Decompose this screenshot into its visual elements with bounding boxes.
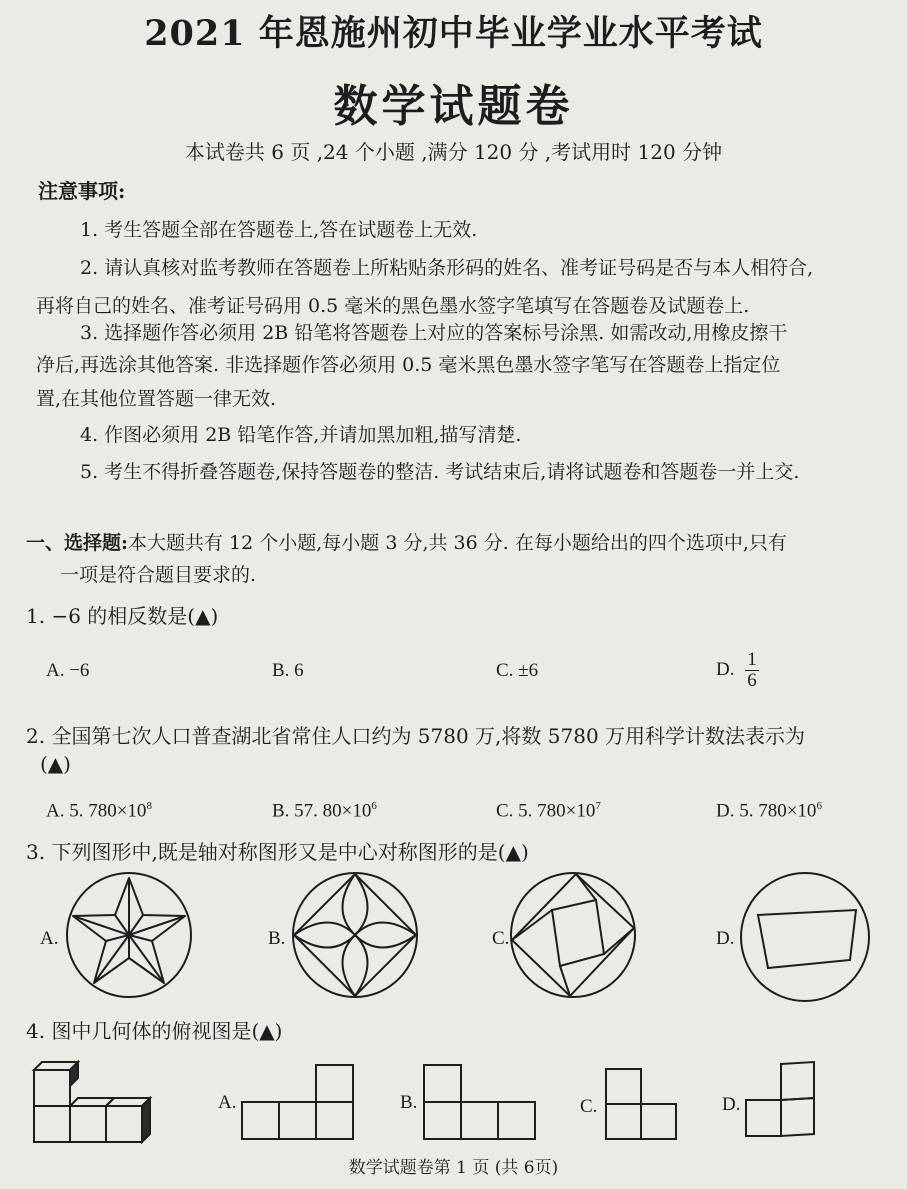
question-1-stem: 1. −6 的相反数是(▲) <box>26 604 219 628</box>
q3-figure-d-parallelogram-in-circle <box>738 870 872 1004</box>
notice-line-1: 1. 考生答题全部在答题卷上,答在试题卷上无效. <box>80 219 478 241</box>
q3-figure-a-star-in-circle <box>64 870 194 1000</box>
q2-option-d: D. 5. $780\times 10^6$ <box>716 800 822 822</box>
q1-option-d-fraction <box>745 650 759 691</box>
q4-option-a-label: A. <box>218 1092 237 1113</box>
q2-option-c: C. 5. $780\times 10^7$ <box>496 800 601 822</box>
q3-option-b-label: B. <box>268 928 286 949</box>
question-2-stem-cont: (▲) <box>40 752 71 776</box>
section-label: 一、选择题: <box>26 532 129 554</box>
q1-option-b: B. 6 <box>272 660 304 681</box>
notice-line-3: 再将自己的姓名、准考证号码用 0.5 毫米的黑色墨水签字笔填写在答题卷及试题卷上. <box>36 295 750 317</box>
q1-option-d <box>716 650 759 691</box>
section-heading <box>26 528 787 555</box>
fraction-numerator: 1 <box>747 649 757 670</box>
exam-title: 2021 年恩施州初中毕业学业水平考试 <box>144 13 763 54</box>
q1-option-c: C. ±6 <box>496 660 539 681</box>
notice-line-7: 4. 作图必须用 2B 铅笔作答,并请加黑加粗,描写清楚. <box>80 424 522 446</box>
q4-option-c-label: C. <box>580 1096 598 1117</box>
notice-heading: 注意事项: <box>38 179 126 203</box>
q1-option-d-label: D. <box>716 658 735 680</box>
paper-intro: 本试卷共 6 页 ,24 个小题 ,满分 120 分 ,考试用时 120 分钟 <box>184 140 723 164</box>
q3-option-c-label: C. <box>492 928 510 949</box>
q4-option-d-label: D. <box>722 1094 741 1115</box>
q4-option-a-view <box>240 1062 356 1142</box>
paper-subtitle: 数学试题卷 <box>333 81 574 132</box>
notice-line-2: 2. 请认真核对监考教师在答题卷上所粘贴条形码的姓名、准考证号码是否与本人相符合, <box>80 257 814 279</box>
q4-option-d-view <box>744 1060 820 1140</box>
fraction-denominator: 6 <box>747 669 757 691</box>
notice-line-8: 5. 考生不得折叠答题卷,保持答题卷的整洁. 考试结束后,请将试题卷和答题卷一并上交. <box>80 461 800 483</box>
page-footer: 数学试题卷第 1 页 (共 6页) <box>348 1158 559 1178</box>
section-instructions-cont: 一项是符合题目要求的. <box>60 564 257 586</box>
q2-option-b: B. 57. $80\times 10^6$ <box>272 800 377 822</box>
q1-option-a: A. −6 <box>46 660 90 681</box>
q3-option-a-label: A. <box>40 928 59 949</box>
notice-line-5: 净后,再选涂其他答案. 非选择题作答必须用 0.5 毫米黑色墨水签字笔写在答题卷上指定位 <box>36 354 781 376</box>
question-4-stem: 4. 图中几何体的俯视图是(▲) <box>26 1019 283 1043</box>
question-2-stem: 2. 全国第七次人口普查湖北省常住人口约为 5780 万,将数 5780 万用科学计数法表示为 <box>26 724 806 748</box>
q3-option-d-label: D. <box>716 928 735 949</box>
section-instructions: 本大题共有 12 个小题,每小题 3 分,共 36 分. 在每小题给出的四个选项中,只有 <box>128 532 787 554</box>
notice-line-6: 置,在其他位置答题一律无效. <box>36 388 277 410</box>
question-3-stem: 3. 下列图形中,既是轴对称图形又是中心对称图形的是(▲) <box>26 840 529 864</box>
q3-figure-c-pinwheel-in-circle <box>508 870 638 1000</box>
q4-option-c-view <box>604 1066 684 1146</box>
q4-option-b-view <box>422 1062 538 1142</box>
q2-option-a: A. 5. $780\times 10^8$ <box>46 800 152 822</box>
q3-figure-b-petals-in-circle <box>290 870 420 1000</box>
q4-option-b-label: B. <box>400 1092 418 1113</box>
notice-line-4: 3. 选择题作答必须用 2B 铅笔将答题卷上对应的答案标号涂黑. 如需改动,用橡皮擦干 <box>80 322 788 344</box>
q4-geometric-solid <box>30 1058 165 1146</box>
